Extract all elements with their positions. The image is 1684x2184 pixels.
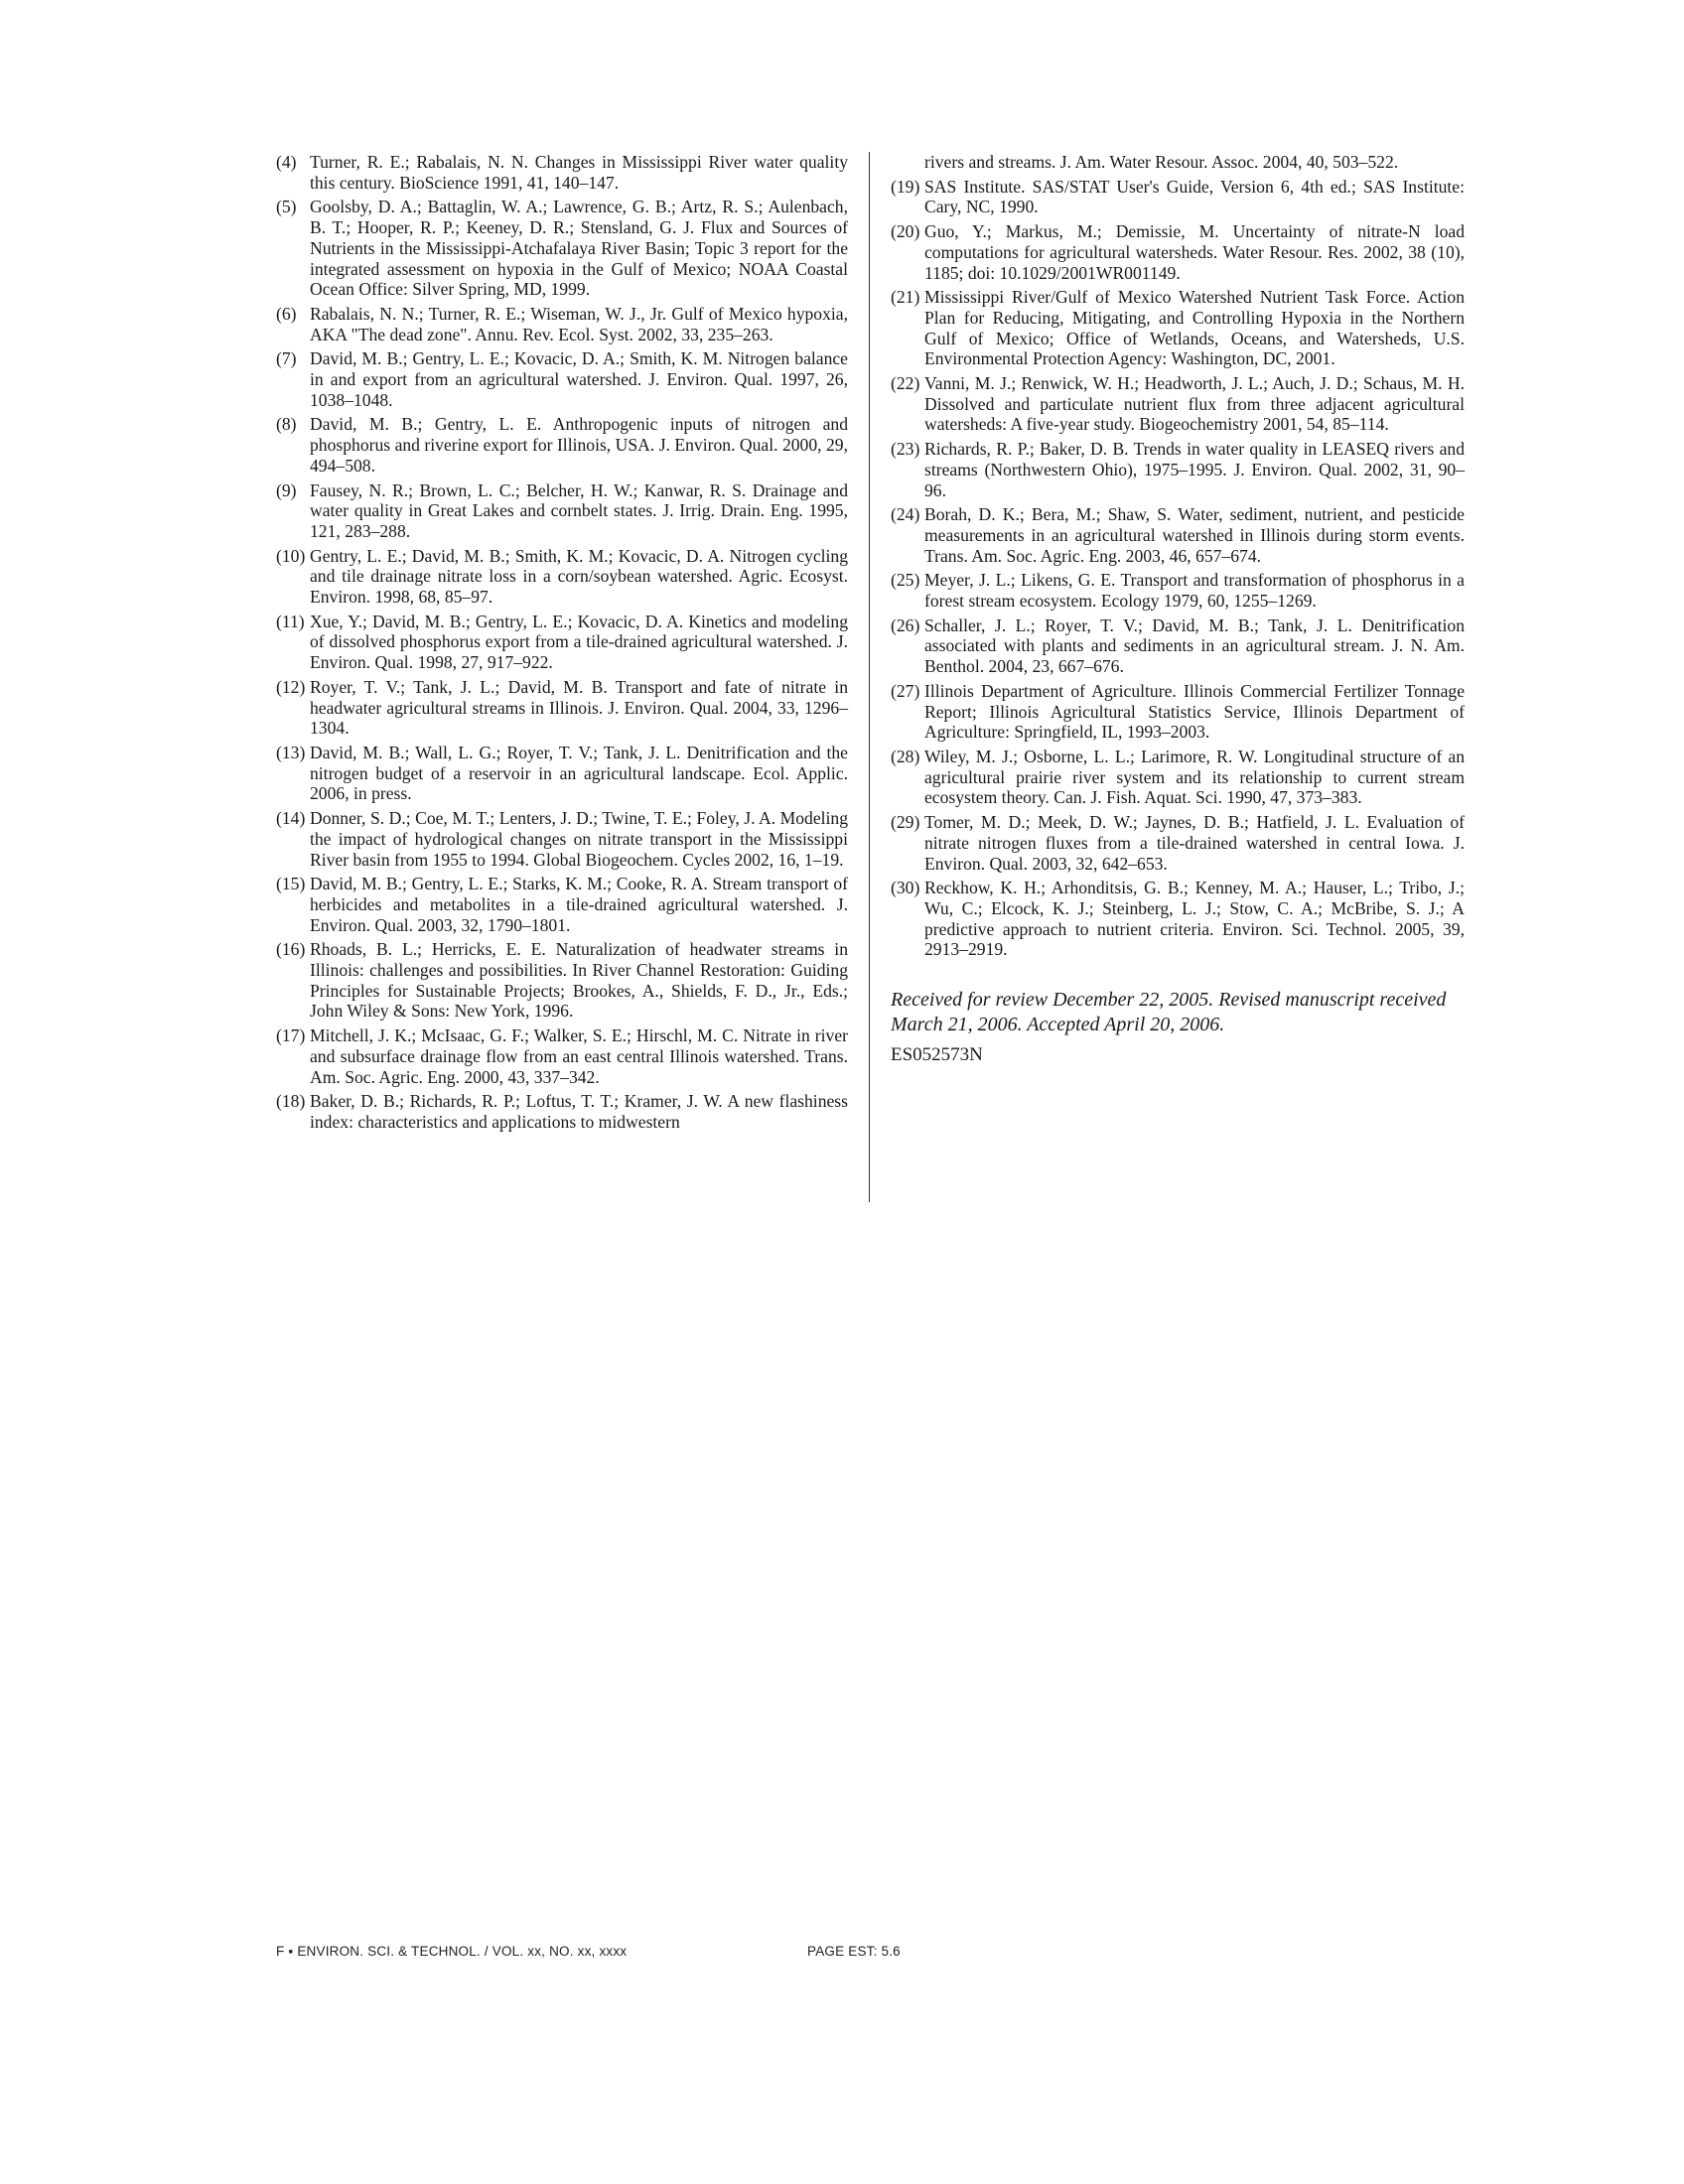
- reference-text: Rabalais, N. N.; Turner, R. E.; Wiseman, W. J., Jr. Gulf of Mexico hypoxia, AKA "The dead zone". Annu. Rev. Ecol. Syst. 2002, 33, 235–263.: [310, 303, 848, 344]
- reference-number: (21): [891, 287, 920, 308]
- reference-text: David, M. B.; Gentry, L. E.; Kovacic, D. A.; Smith, K. M. Nitrogen balance in and export from an agricultural watershed. J. Environ. Qual. 1997, 26, 1038–1048.: [310, 348, 848, 410]
- reference-item: [891, 681, 1465, 743]
- reference-item: [891, 878, 1465, 960]
- reference-number: (19): [891, 176, 920, 197]
- column-divider: [869, 152, 870, 1202]
- received-dates: Received for review December 22, 2005. Revised manuscript received March 21, 2006. Accepted April 20, 2006.: [891, 989, 1447, 1036]
- footer-journal-line: F ▪ ENVIRON. SCI. & TECHNOL. / VOL. xx, NO. xx, xxxx: [276, 1944, 628, 1959]
- references-right-column: [891, 152, 1465, 1066]
- reference-number: (27): [891, 680, 920, 701]
- reference-number: (10): [276, 545, 306, 566]
- reference-text: David, M. B.; Gentry, L. E.; Starks, K. M.; Cooke, R. A. Stream transport of herbicides and metabolites in a tile-drained agricultural watershed. J. Environ. Qual. 2003, 32, 1790–1801.: [310, 874, 848, 935]
- reference-continuation: [891, 152, 1465, 173]
- reference-number: (11): [276, 611, 305, 631]
- reference-item: [891, 812, 1465, 874]
- reference-item: [891, 221, 1465, 283]
- reference-item: [891, 570, 1465, 611]
- reference-number: (18): [276, 1091, 306, 1112]
- reference-item: [276, 743, 848, 804]
- reference-text: Illinois Department of Agriculture. Illinois Commercial Fertilizer Tonnage Report; Illinois Agricultural Statistics Service, Illinois Department of Agriculture: Springfield, IL, 1993–2003.: [924, 680, 1465, 743]
- reference-text: Guo, Y.; Markus, M.; Demissie, M. Uncertainty of nitrate-N load computations for agricultural watersheds. Water Resour. Res. 2002, 38 (10), 1185; doi: 10.1029/2001WR001149.: [924, 221, 1465, 283]
- reference-item: [891, 439, 1465, 500]
- reference-text: Baker, D. B.; Richards, R. P.; Loftus, T. T.; Kramer, J. W. A new flashiness index: characteristics and applications to midwestern: [310, 1091, 848, 1132]
- reference-item: [891, 373, 1465, 435]
- reference-text: Turner, R. E.; Rabalais, N. N. Changes in Mississippi River water quality this century. BioScience 1991, 41, 140–147.: [310, 152, 848, 193]
- reference-text: Reckhow, K. H.; Arhonditsis, G. B.; Kenney, M. A.; Hauser, L.; Tribo, J.; Wu, C.; Elcock, K. J.; Steinberg, L. J.; Stow, C. A.; McBribe, S. J.; A predictive approach to nutrient criteria. Environ. Sci. Technol. 2005, 39, 2913–2919.: [924, 878, 1465, 960]
- reference-text: Wiley, M. J.; Osborne, L. L.; Larimore, R. W. Longitudinal structure of an agricultural prairie river system and its relationship to current stream ecosystem theory. Can. J. Fish. Aquat. Sci. 1990, 47, 373–383.: [924, 746, 1465, 808]
- reference-number: (6): [276, 303, 297, 324]
- reference-item: [891, 177, 1465, 217]
- reference-number: (16): [276, 939, 306, 960]
- reference-number: (28): [891, 746, 920, 766]
- reference-item: [276, 939, 848, 1022]
- reference-text: Fausey, N. R.; Brown, L. C.; Belcher, H. W.; Kanwar, R. S. Drainage and water quality in Great Lakes and cornbelt states. J. Irrig. Drain. Eng. 1995, 121, 283–288.: [310, 479, 848, 541]
- references-right-list: [891, 177, 1465, 960]
- reference-number: (29): [891, 812, 920, 833]
- page-footer: [276, 1944, 901, 1959]
- reference-item: [276, 612, 848, 673]
- reference-text: Borah, D. K.; Bera, M.; Shaw, S. Water, sediment, nutrient, and pesticide measurements in an agricultural watershed in Illinois during storm events. Trans. Am. Soc. Agric. Eng. 2003, 46, 657–674.: [924, 504, 1465, 566]
- reference-text: Vanni, M. J.; Renwick, W. H.; Headworth, J. L.; Auch, J. D.; Schaus, M. H. Dissolved and particulate nutrient flux from three adjacent agricultural watersheds: A five-year study. Biogeochemistry 2001, 54, 85–114.: [924, 373, 1465, 435]
- reference-number: (23): [891, 439, 920, 460]
- reference-item: [276, 1025, 848, 1087]
- reference-item: [891, 504, 1465, 566]
- reference-number: (5): [276, 197, 297, 217]
- reference-number: (22): [891, 373, 920, 394]
- reference-item: [276, 808, 848, 870]
- reference-text: SAS Institute. SAS/STAT User's Guide, Version 6, 4th ed.; SAS Institute: Cary, NC, 1990.: [924, 176, 1465, 217]
- reference-number: (17): [276, 1025, 306, 1046]
- reference-number: (20): [891, 221, 920, 242]
- reference-number: (25): [891, 570, 920, 591]
- reference-item: [276, 197, 848, 300]
- reference-number: (26): [891, 614, 920, 635]
- reference-number: (13): [276, 742, 306, 762]
- reference-item: [276, 677, 848, 739]
- reference-text: Schaller, J. L.; Royer, T. V.; David, M. B.; Tank, J. L. Denitrification associated with plants and sediments in an agricultural stream. J. N. Am. Benthol. 2004, 23, 667–676.: [924, 614, 1465, 677]
- reference-item: [276, 348, 848, 410]
- reference-number: (14): [276, 808, 306, 829]
- reference-item: [276, 152, 848, 193]
- reference-number: (4): [276, 152, 297, 172]
- reference-item: [276, 1091, 848, 1132]
- reference-text: Royer, T. V.; Tank, J. L.; David, M. B. Transport and fate of nitrate in headwater agricultural streams in Illinois. J. Environ. Qual. 2004, 33, 1296–1304.: [310, 676, 848, 739]
- reference-item: [276, 874, 848, 935]
- reference-text: Tomer, M. D.; Meek, D. W.; Jaynes, D. B.; Hatfield, J. L. Evaluation of nitrate nitrogen fluxes from a tile-drained watershed in central Iowa. J. Environ. Qual. 2003, 32, 642–653.: [924, 812, 1465, 874]
- references-left-column: [276, 152, 848, 1137]
- reference-item: [276, 480, 848, 542]
- reference-number: (9): [276, 479, 297, 500]
- reference-number: (15): [276, 874, 306, 894]
- reference-item: [276, 304, 848, 344]
- reference-item: [276, 546, 848, 608]
- reference-text: Mississippi River/Gulf of Mexico Watershed Nutrient Task Force. Action Plan for Reducing, Mitigating, and Controlling Hypoxia in the Northern Gulf of Mexico; Office of Wetlands, Oceans, and Watersheds, U.S. Environmental Protection Agency: Washington, DC, 2001.: [924, 287, 1465, 369]
- reference-text: Gentry, L. E.; David, M. B.; Smith, K. M.; Kovacic, D. A. Nitrogen cycling and tile drainage nitrate loss in a corn/soybean watershed. Agric. Ecosyst. Environ. 1998, 68, 85–97.: [310, 545, 848, 608]
- reference-text: Richards, R. P.; Baker, D. B. Trends in water quality in LEASEQ rivers and streams (Northwestern Ohio), 1975–1995. J. Environ. Qual. 2002, 31, 90–96.: [924, 439, 1465, 500]
- reference-text: Meyer, J. L.; Likens, G. E. Transport and transformation of phosphorus in a forest stream ecosystem. Ecology 1979, 60, 1255–1269.: [924, 570, 1465, 612]
- reference-text: Rhoads, B. L.; Herricks, E. E. Naturalization of headwater streams in Illinois: challenges and possibilities. In River Channel Restoration: Guiding Principles for Sustainable Projects; Brookes, A., Shields, F. D., Jr., Eds.; John Wiley & Sons: New York, 1996.: [310, 939, 848, 1022]
- reference-item: [891, 287, 1465, 369]
- reference-number: (30): [891, 878, 920, 898]
- reference-text: Goolsby, D. A.; Battaglin, W. A.; Lawrence, G. B.; Artz, R. S.; Aulenbach, B. T.; Hooper, R. P.; Keeney, D. R.; Stensland, G. J. Flux and Sources of Nutrients in the Mississippi-Atchafalaya River Basin; Topic 3 report for the integrated assessment on hypoxia in the Gulf of Mexico; NOAA Coastal Ocean Office: Silver Spring, MD, 1999.: [310, 197, 848, 300]
- reference-continuation-text: rivers and streams. J. Am. Water Resour. Assoc. 2004, 40, 503–522.: [924, 152, 1399, 172]
- reference-number: (8): [276, 414, 297, 435]
- reference-number: (7): [276, 348, 297, 369]
- footer-page-estimate: PAGE EST: 5.6: [807, 1944, 901, 1959]
- reference-text: Xue, Y.; David, M. B.; Gentry, L. E.; Kovacic, D. A. Kinetics and modeling of dissolved phosphorus export from a tile-drained agricultural watershed. J. Environ. Qual. 1998, 27, 917–922.: [310, 611, 848, 673]
- reference-item: [276, 414, 848, 476]
- reference-text: Donner, S. D.; Coe, M. T.; Lenters, J. D.; Twine, T. E.; Foley, J. A. Modeling the impact of hydrological changes on nitrate transport in the Mississippi River basin from 1955 to 1994. Global Biogeochem. Cycles 2002, 16, 1–19.: [310, 808, 848, 870]
- reference-text: David, M. B.; Gentry, L. E. Anthropogenic inputs of nitrogen and phosphorus and riverine export for Illinois, USA. J. Environ. Qual. 2000, 29, 494–508.: [310, 414, 848, 476]
- reference-item: [891, 615, 1465, 677]
- reference-text: David, M. B.; Wall, L. G.; Royer, T. V.; Tank, J. L. Denitrification and the nitrogen budget of a reservoir in an agricultural landscape. Ecol. Applic. 2006, in press.: [310, 742, 848, 804]
- reference-item: [891, 747, 1465, 808]
- reference-number: (12): [276, 676, 306, 697]
- document-id: ES052573N: [891, 1044, 983, 1066]
- reference-text: Mitchell, J. K.; McIsaac, G. F.; Walker, S. E.; Hirschl, M. C. Nitrate in river and subsurface drainage flow from an east central Illinois watershed. Trans. Am. Soc. Agric. Eng. 2000, 43, 337–342.: [310, 1025, 848, 1087]
- reference-number: (24): [891, 504, 920, 525]
